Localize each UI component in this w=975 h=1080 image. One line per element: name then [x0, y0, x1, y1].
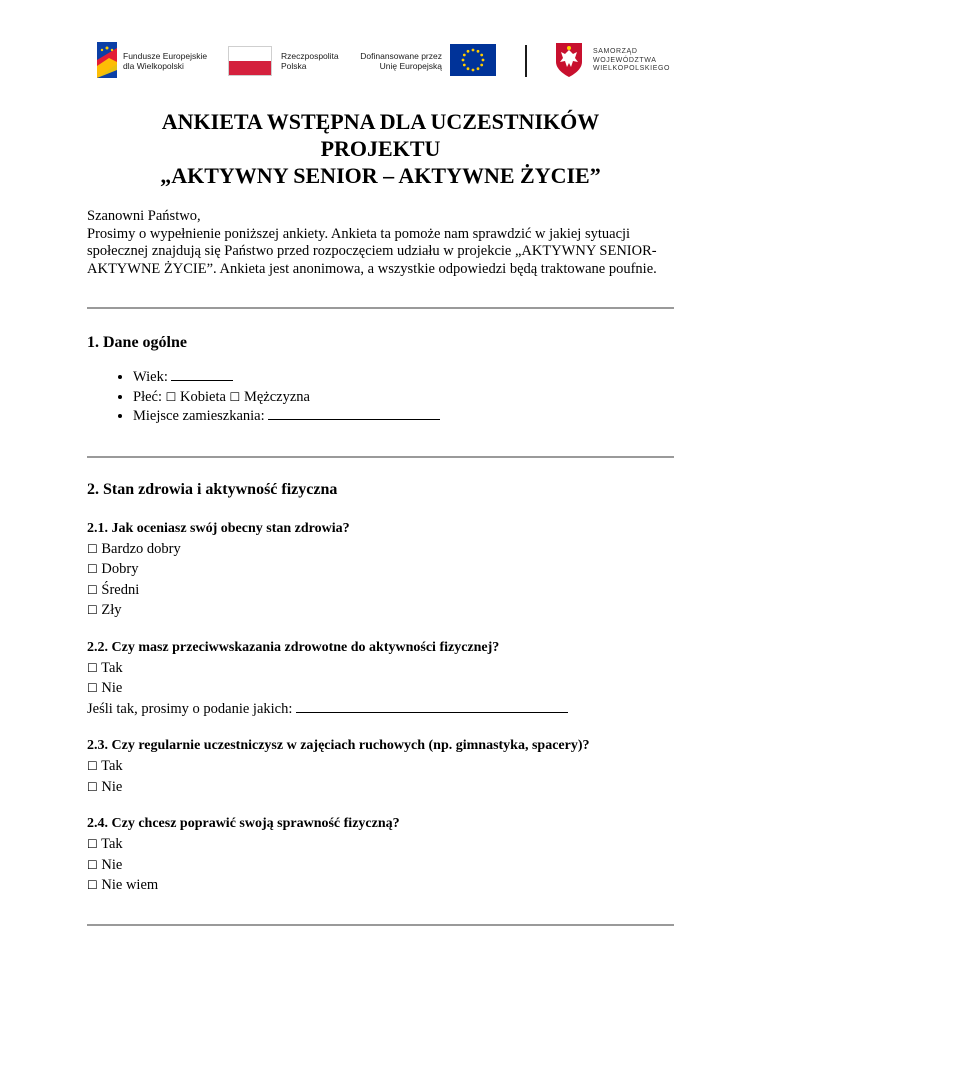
option[interactable] [87, 678, 674, 699]
option[interactable] [87, 777, 674, 798]
title-line-1: ANKIETA WSTĘPNA DLA UCZESTNIKÓW [161, 109, 600, 134]
swp-logo-text: SAMORZĄD WOJEWÓDZTWA WIELKOPOLSKIEGO [593, 48, 671, 72]
option-label: Nie [101, 856, 123, 873]
option-label: Dobry [101, 561, 139, 577]
ue-logo [357, 40, 497, 84]
checkbox-icon[interactable]: ☐ [87, 779, 98, 794]
checkbox-icon[interactable]: ☐ [87, 878, 98, 892]
polish-flag-icon [228, 46, 272, 76]
checkbox-icon[interactable]: ☐ [87, 541, 98, 556]
question-2-3 [87, 736, 674, 797]
checkbox-icon[interactable]: ☐ [87, 603, 98, 617]
residence-item [133, 407, 674, 427]
gender-label: Płeć: [133, 388, 162, 405]
option-label: Zły [101, 602, 122, 618]
contraindications-field[interactable] [296, 700, 568, 713]
checkbox-icon[interactable]: ☐ [87, 837, 98, 851]
general-info-list [87, 368, 674, 427]
option-label: Tak [101, 659, 123, 676]
ue-logo-text: Dofinansowane przez Unię Europejską [360, 51, 442, 71]
option[interactable] [87, 658, 674, 679]
fundusze-europejskie-logo [95, 40, 215, 84]
gender-item [133, 388, 674, 408]
option-label: Nie [101, 778, 123, 795]
logo-bar [95, 40, 675, 84]
option-label: Średni [101, 581, 140, 598]
divider [87, 456, 674, 458]
title-line-2: PROJEKTU [320, 136, 441, 161]
followup-label: Jeśli tak, prosimy o podanie jakich: [87, 700, 293, 717]
question-title: 2.3. Czy regularnie uczestniczysz w zajęciach ruchowych (np. gimnastyka, spacery)? [87, 738, 590, 753]
gender-option-female: Kobieta [180, 388, 226, 405]
greeting: Szanowni Państwo, [87, 208, 201, 224]
checkbox-icon[interactable]: ☐ [229, 389, 241, 404]
question-title: 2.1. Jak oceniasz swój obecny stan zdrowia? [87, 520, 350, 536]
option[interactable] [87, 875, 674, 896]
option-label: Tak [101, 836, 123, 852]
checkbox-icon[interactable]: ☐ [165, 389, 177, 404]
checkbox-icon[interactable]: ☐ [87, 660, 98, 675]
eu-flag-icon [450, 44, 496, 76]
intro-text [87, 208, 674, 278]
option-label: Nie wiem [101, 877, 159, 893]
residence-label: Miejsce zamieszkania: [133, 408, 265, 424]
option-label: Bardzo dobry [101, 540, 181, 557]
checkbox-icon[interactable]: ☐ [87, 582, 98, 597]
checkbox-icon[interactable]: ☐ [87, 759, 98, 773]
checkbox-icon[interactable]: ☐ [87, 681, 98, 695]
question-2-4 [87, 814, 674, 896]
age-label: Wiek: [133, 369, 168, 385]
section-2-title: 2. Stan zdrowia i aktywność fizyczna [87, 480, 338, 498]
question-2-2 [87, 638, 674, 720]
logo-divider [525, 45, 527, 77]
question-title: 2.2. Czy masz przeciwwskazania zdrowotne do aktywności fizycznej? [87, 639, 500, 655]
survey-content [87, 108, 674, 926]
checkbox-icon[interactable]: ☐ [87, 857, 98, 872]
question-2-1 [87, 519, 674, 621]
residence-field[interactable] [268, 407, 440, 420]
option-label: Tak [101, 758, 123, 774]
option[interactable] [87, 539, 674, 560]
intro-paragraph: Prosimy o wypełnienie poniższej ankiety. Ankieta ta pomoże nam sprawdzić w jakiej sytuacji społecznej znajdują się Państwo przed rozpoczęciem udziału w projekcie „AKTYWNY SENIOR- AKTYWNE ŻYCIE”. Ankieta jest anonimowa, a wszystkie odpowiedzi będą traktowane poufnie. [87, 225, 657, 277]
fe-logo-text: Fundusze Europejskie dla Wielkopolski [123, 51, 208, 71]
fe-emblem-icon [95, 40, 119, 80]
gender-option-male: Mężczyzna [243, 388, 310, 405]
rzeczpospolita-logo [228, 40, 348, 84]
document-title [87, 108, 674, 189]
question-title: 2.4. Czy chcesz poprawić swoją sprawność fizyczną? [87, 816, 400, 831]
section-1-title: 1. Dane ogólne [87, 334, 187, 351]
rp-logo-text: Rzeczpospolita Polska [281, 51, 339, 71]
option[interactable] [87, 600, 674, 621]
option[interactable] [87, 580, 674, 601]
title-line-3: „AKTYWNY SENIOR – AKTYWNE ŻYCIE” [160, 163, 601, 188]
option[interactable] [87, 559, 674, 580]
divider [87, 307, 674, 309]
option-label: Nie [101, 680, 123, 696]
divider [87, 924, 674, 926]
followup-row [87, 699, 674, 720]
age-item [133, 368, 674, 388]
age-field[interactable] [171, 368, 233, 381]
coat-of-arms-icon [555, 42, 583, 78]
option[interactable] [87, 855, 674, 876]
checkbox-icon[interactable]: ☐ [87, 562, 98, 576]
option[interactable] [87, 756, 674, 777]
option[interactable] [87, 834, 674, 855]
samorzad-wojewodztwa-logo [555, 40, 675, 84]
